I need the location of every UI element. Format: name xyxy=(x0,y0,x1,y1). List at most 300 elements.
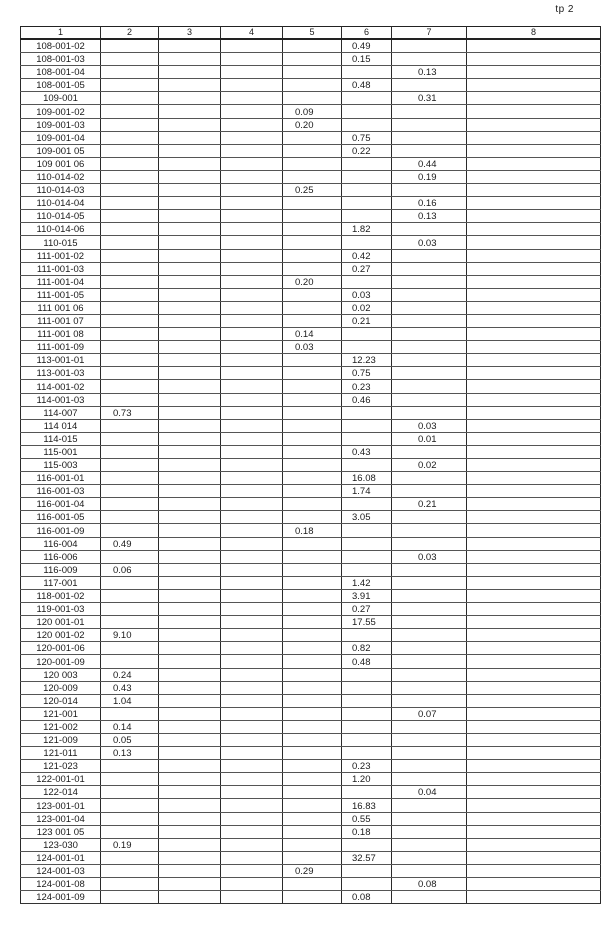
value-cell-col-7: 0.03 xyxy=(392,419,467,432)
value-cell-col-7 xyxy=(392,406,467,419)
value-cell-col-7 xyxy=(392,720,467,733)
table-row xyxy=(21,144,601,157)
value-cell-col-5 xyxy=(283,891,342,904)
value-cell-col-2 xyxy=(101,891,159,904)
value-cell-col-2 xyxy=(101,707,159,720)
value-cell-col-4 xyxy=(221,485,283,498)
value-cell-col-4 xyxy=(221,223,283,236)
value-cell-col-5: 0.29 xyxy=(283,864,342,877)
value-cell-col-6 xyxy=(342,707,392,720)
value-cell-col-2 xyxy=(101,301,159,314)
value-cell-col-8 xyxy=(467,459,601,472)
value-cell-col-4 xyxy=(221,275,283,288)
value-cell-col-5 xyxy=(283,720,342,733)
value-cell-col-5 xyxy=(283,262,342,275)
row-code-cell: 111-001-02 xyxy=(21,249,101,262)
value-cell-col-4 xyxy=(221,576,283,589)
value-cell-col-2 xyxy=(101,131,159,144)
value-cell-col-5 xyxy=(283,367,342,380)
value-cell-col-2: 0.24 xyxy=(101,668,159,681)
value-cell-col-3 xyxy=(159,262,221,275)
value-cell-col-4 xyxy=(221,655,283,668)
value-cell-col-5: 0.20 xyxy=(283,275,342,288)
table-row xyxy=(21,589,601,602)
value-cell-col-5 xyxy=(283,563,342,576)
value-cell-col-4 xyxy=(221,524,283,537)
value-cell-col-8 xyxy=(467,79,601,92)
value-cell-col-8 xyxy=(467,629,601,642)
value-cell-col-4 xyxy=(221,891,283,904)
value-cell-col-5 xyxy=(283,642,342,655)
value-cell-col-2 xyxy=(101,367,159,380)
value-cell-col-7 xyxy=(392,249,467,262)
table-row xyxy=(21,668,601,681)
value-cell-col-5 xyxy=(283,472,342,485)
value-cell-col-2 xyxy=(101,472,159,485)
value-cell-col-8 xyxy=(467,799,601,812)
value-cell-col-4 xyxy=(221,747,283,760)
value-cell-col-4 xyxy=(221,550,283,563)
value-cell-col-4 xyxy=(221,157,283,170)
value-cell-col-5 xyxy=(283,537,342,550)
value-cell-col-6: 1.74 xyxy=(342,485,392,498)
value-cell-col-8 xyxy=(467,262,601,275)
value-cell-col-3 xyxy=(159,445,221,458)
value-cell-col-3 xyxy=(159,39,221,53)
value-cell-col-4 xyxy=(221,838,283,851)
value-cell-col-6 xyxy=(342,236,392,249)
value-cell-col-8 xyxy=(467,341,601,354)
value-cell-col-6 xyxy=(342,838,392,851)
value-cell-col-6: 0.23 xyxy=(342,380,392,393)
value-cell-col-4 xyxy=(221,210,283,223)
value-cell-col-3 xyxy=(159,170,221,183)
value-cell-col-6 xyxy=(342,432,392,445)
value-cell-col-2 xyxy=(101,786,159,799)
value-cell-col-8 xyxy=(467,197,601,210)
value-cell-col-8 xyxy=(467,314,601,327)
value-cell-col-4 xyxy=(221,616,283,629)
value-cell-col-5: 0.25 xyxy=(283,184,342,197)
row-code-cell: 115-001 xyxy=(21,445,101,458)
value-cell-col-8 xyxy=(467,825,601,838)
value-cell-col-3 xyxy=(159,812,221,825)
value-cell-col-7 xyxy=(392,39,467,53)
value-cell-col-4 xyxy=(221,144,283,157)
value-cell-col-8 xyxy=(467,432,601,445)
table-row xyxy=(21,864,601,877)
value-cell-col-6 xyxy=(342,118,392,131)
table-row xyxy=(21,380,601,393)
value-cell-col-4 xyxy=(221,812,283,825)
value-cell-col-8 xyxy=(467,642,601,655)
value-cell-col-7 xyxy=(392,616,467,629)
value-cell-col-3 xyxy=(159,197,221,210)
value-cell-col-5: 0.09 xyxy=(283,105,342,118)
row-code-cell: 109-001-03 xyxy=(21,118,101,131)
value-cell-col-6 xyxy=(342,341,392,354)
value-cell-col-6 xyxy=(342,786,392,799)
row-code-cell: 109 001 06 xyxy=(21,157,101,170)
table-row xyxy=(21,472,601,485)
value-cell-col-8 xyxy=(467,275,601,288)
table-row xyxy=(21,459,601,472)
value-cell-col-5 xyxy=(283,485,342,498)
row-code-cell: 108-001-03 xyxy=(21,53,101,66)
value-cell-col-5 xyxy=(283,79,342,92)
table-row xyxy=(21,563,601,576)
value-cell-col-4 xyxy=(221,681,283,694)
row-code-cell: 120-009 xyxy=(21,681,101,694)
value-cell-col-5 xyxy=(283,707,342,720)
value-cell-col-5 xyxy=(283,39,342,53)
value-cell-col-5 xyxy=(283,603,342,616)
value-cell-col-7 xyxy=(392,314,467,327)
value-cell-col-2 xyxy=(101,589,159,602)
value-cell-col-5: 0.18 xyxy=(283,524,342,537)
value-cell-col-8 xyxy=(467,747,601,760)
value-cell-col-4 xyxy=(221,236,283,249)
value-cell-col-7 xyxy=(392,747,467,760)
table-row xyxy=(21,498,601,511)
value-cell-col-3 xyxy=(159,249,221,262)
value-cell-col-7 xyxy=(392,812,467,825)
value-cell-col-6: 3.91 xyxy=(342,589,392,602)
table-row xyxy=(21,720,601,733)
value-cell-col-8 xyxy=(467,131,601,144)
value-cell-col-8 xyxy=(467,668,601,681)
value-cell-col-2 xyxy=(101,144,159,157)
value-cell-col-3 xyxy=(159,550,221,563)
row-code-cell: 121-009 xyxy=(21,733,101,746)
value-cell-col-7: 0.07 xyxy=(392,707,467,720)
value-cell-col-4 xyxy=(221,197,283,210)
row-code-cell: 116-006 xyxy=(21,550,101,563)
value-cell-col-4 xyxy=(221,563,283,576)
row-code-cell: 114-007 xyxy=(21,406,101,419)
value-cell-col-4 xyxy=(221,694,283,707)
row-code-cell: 114 014 xyxy=(21,419,101,432)
value-cell-col-7 xyxy=(392,393,467,406)
value-cell-col-8 xyxy=(467,236,601,249)
value-cell-col-8 xyxy=(467,223,601,236)
row-code-cell: 120-014 xyxy=(21,694,101,707)
value-cell-col-6: 0.27 xyxy=(342,603,392,616)
row-code-cell: 118-001-02 xyxy=(21,589,101,602)
value-cell-col-5 xyxy=(283,511,342,524)
value-cell-col-8 xyxy=(467,170,601,183)
table-row xyxy=(21,53,601,66)
value-cell-col-5 xyxy=(283,393,342,406)
value-cell-col-6 xyxy=(342,629,392,642)
value-cell-col-8 xyxy=(467,406,601,419)
value-cell-col-6: 0.46 xyxy=(342,393,392,406)
value-cell-col-3 xyxy=(159,838,221,851)
value-cell-col-5 xyxy=(283,694,342,707)
row-code-cell: 116-001-09 xyxy=(21,524,101,537)
value-cell-col-8 xyxy=(467,354,601,367)
value-cell-col-2: 0.06 xyxy=(101,563,159,576)
value-cell-col-3 xyxy=(159,694,221,707)
value-cell-col-6 xyxy=(342,92,392,105)
value-cell-col-4 xyxy=(221,498,283,511)
value-cell-col-3 xyxy=(159,485,221,498)
row-code-cell: 111-001-09 xyxy=(21,341,101,354)
value-cell-col-3 xyxy=(159,406,221,419)
value-cell-col-8 xyxy=(467,301,601,314)
value-cell-col-6: 16.83 xyxy=(342,799,392,812)
value-cell-col-6: 12.23 xyxy=(342,354,392,367)
value-cell-col-4 xyxy=(221,773,283,786)
value-cell-col-5 xyxy=(283,498,342,511)
value-cell-col-4 xyxy=(221,131,283,144)
value-cell-col-6 xyxy=(342,459,392,472)
value-cell-col-3 xyxy=(159,328,221,341)
value-cell-col-7 xyxy=(392,511,467,524)
value-cell-col-8 xyxy=(467,563,601,576)
value-cell-col-8 xyxy=(467,576,601,589)
value-cell-col-6: 0.02 xyxy=(342,301,392,314)
value-cell-col-5 xyxy=(283,576,342,589)
value-cell-col-5 xyxy=(283,655,342,668)
table-row xyxy=(21,419,601,432)
value-cell-col-6 xyxy=(342,864,392,877)
value-cell-col-3 xyxy=(159,576,221,589)
row-code-cell: 120 003 xyxy=(21,668,101,681)
value-cell-col-7 xyxy=(392,341,467,354)
value-cell-col-2 xyxy=(101,603,159,616)
column-header-2: 2 xyxy=(101,27,159,40)
row-code-cell: 111-001-03 xyxy=(21,262,101,275)
value-cell-col-5 xyxy=(283,66,342,79)
table-row xyxy=(21,786,601,799)
value-cell-col-3 xyxy=(159,603,221,616)
value-cell-col-4 xyxy=(221,354,283,367)
value-cell-col-7: 0.08 xyxy=(392,878,467,891)
value-cell-col-6: 0.21 xyxy=(342,314,392,327)
value-cell-col-7 xyxy=(392,733,467,746)
row-code-cell: 116-004 xyxy=(21,537,101,550)
table-row xyxy=(21,825,601,838)
value-cell-col-7 xyxy=(392,589,467,602)
value-cell-col-6 xyxy=(342,275,392,288)
value-cell-col-8 xyxy=(467,524,601,537)
value-cell-col-2 xyxy=(101,314,159,327)
value-cell-col-5 xyxy=(283,681,342,694)
value-cell-col-7 xyxy=(392,445,467,458)
table-row xyxy=(21,537,601,550)
table-row xyxy=(21,249,601,262)
column-header-6: 6 xyxy=(342,27,392,40)
value-cell-col-4 xyxy=(221,511,283,524)
value-cell-col-2 xyxy=(101,550,159,563)
value-cell-col-5 xyxy=(283,760,342,773)
row-code-cell: 124-001-01 xyxy=(21,851,101,864)
value-cell-col-4 xyxy=(221,79,283,92)
value-cell-col-7 xyxy=(392,380,467,393)
row-code-cell: 110-014-03 xyxy=(21,184,101,197)
value-cell-col-3 xyxy=(159,432,221,445)
table-row xyxy=(21,524,601,537)
value-cell-col-8 xyxy=(467,550,601,563)
value-cell-col-2 xyxy=(101,249,159,262)
value-cell-col-4 xyxy=(221,341,283,354)
value-cell-col-7: 0.44 xyxy=(392,157,467,170)
value-cell-col-8 xyxy=(467,694,601,707)
value-cell-col-7 xyxy=(392,603,467,616)
value-cell-col-4 xyxy=(221,472,283,485)
value-cell-col-4 xyxy=(221,603,283,616)
value-cell-col-4 xyxy=(221,799,283,812)
table-row xyxy=(21,681,601,694)
table-row xyxy=(21,851,601,864)
value-cell-col-3 xyxy=(159,184,221,197)
value-cell-col-7 xyxy=(392,367,467,380)
value-cell-col-5 xyxy=(283,589,342,602)
table-row xyxy=(21,655,601,668)
value-cell-col-8 xyxy=(467,367,601,380)
value-cell-col-8 xyxy=(467,210,601,223)
row-code-cell: 116-009 xyxy=(21,563,101,576)
row-code-cell: 123-001-04 xyxy=(21,812,101,825)
value-cell-col-7: 0.03 xyxy=(392,550,467,563)
value-cell-col-7 xyxy=(392,354,467,367)
value-cell-col-2 xyxy=(101,773,159,786)
value-cell-col-5 xyxy=(283,733,342,746)
table-row xyxy=(21,445,601,458)
row-code-cell: 121-001 xyxy=(21,707,101,720)
value-cell-col-7 xyxy=(392,642,467,655)
value-cell-col-3 xyxy=(159,144,221,157)
value-cell-col-2 xyxy=(101,53,159,66)
value-cell-col-5 xyxy=(283,288,342,301)
value-cell-col-5 xyxy=(283,838,342,851)
value-cell-col-6 xyxy=(342,328,392,341)
value-cell-col-2: 0.05 xyxy=(101,733,159,746)
value-cell-col-4 xyxy=(221,459,283,472)
value-cell-col-8 xyxy=(467,681,601,694)
row-code-cell: 110-014-04 xyxy=(21,197,101,210)
value-cell-col-6: 0.55 xyxy=(342,812,392,825)
value-cell-col-7: 0.04 xyxy=(392,786,467,799)
value-cell-col-4 xyxy=(221,589,283,602)
value-cell-col-2 xyxy=(101,812,159,825)
value-cell-col-8 xyxy=(467,485,601,498)
table-row xyxy=(21,354,601,367)
value-cell-col-3 xyxy=(159,537,221,550)
row-code-cell: 120-001-09 xyxy=(21,655,101,668)
value-cell-col-4 xyxy=(221,301,283,314)
value-cell-col-3 xyxy=(159,616,221,629)
value-cell-col-7 xyxy=(392,760,467,773)
value-cell-col-2 xyxy=(101,39,159,53)
value-cell-col-2 xyxy=(101,354,159,367)
table-row xyxy=(21,170,601,183)
value-cell-col-6 xyxy=(342,537,392,550)
value-cell-col-7 xyxy=(392,131,467,144)
value-cell-col-6 xyxy=(342,694,392,707)
table-row xyxy=(21,707,601,720)
row-code-cell: 108-001-02 xyxy=(21,39,101,53)
value-cell-col-2: 1.04 xyxy=(101,694,159,707)
value-cell-col-5 xyxy=(283,799,342,812)
value-cell-col-4 xyxy=(221,170,283,183)
value-cell-col-7 xyxy=(392,288,467,301)
value-cell-col-7: 0.13 xyxy=(392,210,467,223)
value-cell-col-3 xyxy=(159,786,221,799)
value-cell-col-2 xyxy=(101,197,159,210)
value-cell-col-2 xyxy=(101,851,159,864)
row-code-cell: 114-001-02 xyxy=(21,380,101,393)
value-cell-col-7 xyxy=(392,328,467,341)
value-cell-col-2 xyxy=(101,223,159,236)
value-cell-col-8 xyxy=(467,655,601,668)
value-cell-col-5 xyxy=(283,144,342,157)
table-row xyxy=(21,131,601,144)
value-cell-col-5 xyxy=(283,419,342,432)
data-table xyxy=(20,26,601,904)
value-cell-col-7 xyxy=(392,655,467,668)
value-cell-col-2 xyxy=(101,288,159,301)
value-cell-col-2 xyxy=(101,105,159,118)
value-cell-col-7 xyxy=(392,53,467,66)
row-code-cell: 111-001 08 xyxy=(21,328,101,341)
value-cell-col-4 xyxy=(221,288,283,301)
value-cell-col-2 xyxy=(101,576,159,589)
value-cell-col-4 xyxy=(221,419,283,432)
page-reference: tp 2 xyxy=(555,4,574,15)
row-code-cell: 108-001-04 xyxy=(21,66,101,79)
value-cell-col-8 xyxy=(467,92,601,105)
value-cell-col-2 xyxy=(101,825,159,838)
value-cell-col-4 xyxy=(221,825,283,838)
value-cell-col-5 xyxy=(283,773,342,786)
table-row xyxy=(21,236,601,249)
value-cell-col-7: 0.21 xyxy=(392,498,467,511)
value-cell-col-6: 17.55 xyxy=(342,616,392,629)
table-row xyxy=(21,642,601,655)
value-cell-col-3 xyxy=(159,314,221,327)
value-cell-col-3 xyxy=(159,367,221,380)
value-cell-col-7 xyxy=(392,223,467,236)
row-code-cell: 111 001 06 xyxy=(21,301,101,314)
value-cell-col-8 xyxy=(467,328,601,341)
value-cell-col-2 xyxy=(101,170,159,183)
table-row xyxy=(21,105,601,118)
column-header-3: 3 xyxy=(159,27,221,40)
value-cell-col-5 xyxy=(283,786,342,799)
value-cell-col-7 xyxy=(392,105,467,118)
value-cell-col-8 xyxy=(467,838,601,851)
value-cell-col-5 xyxy=(283,406,342,419)
value-cell-col-7 xyxy=(392,79,467,92)
row-code-cell: 120 001-01 xyxy=(21,616,101,629)
value-cell-col-6: 0.42 xyxy=(342,249,392,262)
value-cell-col-2 xyxy=(101,511,159,524)
value-cell-col-6 xyxy=(342,668,392,681)
value-cell-col-6: 1.42 xyxy=(342,576,392,589)
value-cell-col-2 xyxy=(101,760,159,773)
row-code-cell: 109-001 05 xyxy=(21,144,101,157)
table-row xyxy=(21,891,601,904)
row-code-cell: 116-001-03 xyxy=(21,485,101,498)
value-cell-col-5: 0.14 xyxy=(283,328,342,341)
value-cell-col-2 xyxy=(101,864,159,877)
value-cell-col-7 xyxy=(392,851,467,864)
value-cell-col-4 xyxy=(221,105,283,118)
value-cell-col-6: 0.15 xyxy=(342,53,392,66)
table-row xyxy=(21,511,601,524)
